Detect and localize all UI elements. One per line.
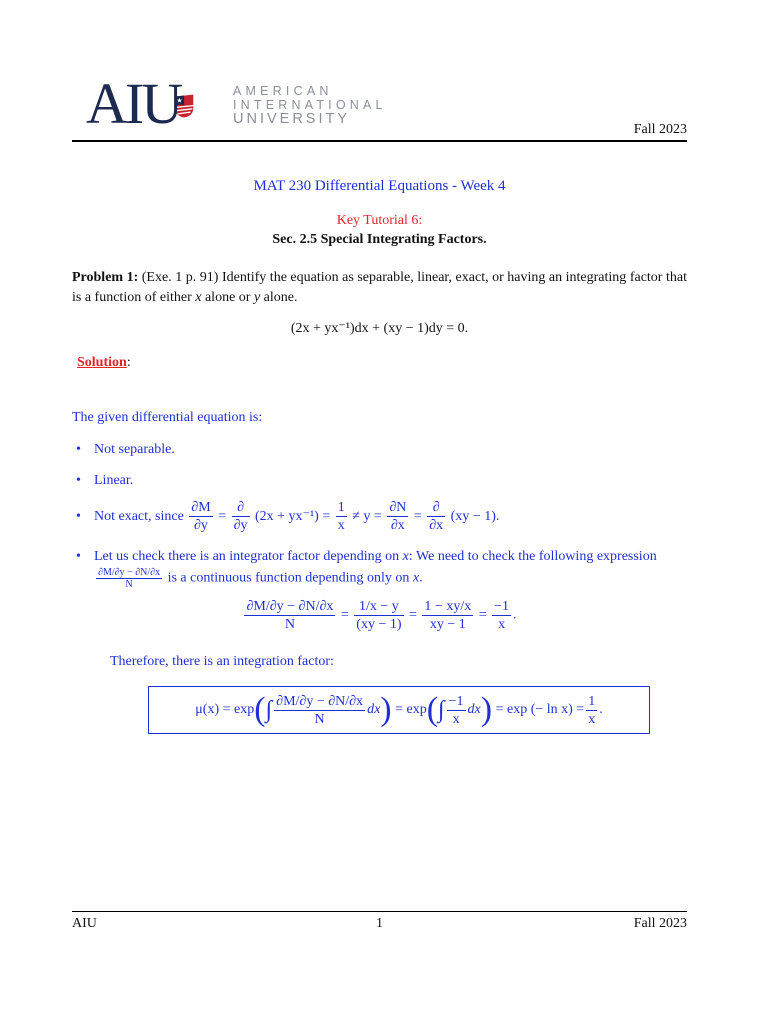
list-item: • Not exact, since $\frac{\partial M}{\partial y}$ = $\frac{\partial}{\partial y}$ (2x + yx⁻¹) = $\frac{1}{x}$ ≠ y = $\frac{\partial N}{\partial x}$ = $\frac{\partial}{\partial x}$ (xy − 1).	[76, 500, 500, 534]
footer-left: AIU	[72, 916, 97, 931]
solution-intro: The given differential equation is:	[72, 410, 263, 425]
list-item: • Linear.	[76, 473, 134, 488]
problem-statement: Problem 1: (Exe. 1 p. 91) Identify the equation as separable, linear, exact, or having an integrating factor that is a function of either x alone or y alone.	[72, 270, 687, 305]
problem-equation: (2x + yx⁻¹)dx + (xy − 1)dy = 0.	[290, 321, 469, 336]
header-rule	[72, 140, 687, 142]
university-logo-icon	[174, 82, 218, 132]
logo-wordmark: AMERICAN INTERNATIONAL UNIVERSITY	[233, 84, 387, 127]
list-item: • Let us check there is an integrator factor depending on x: We need to check the following expression $\frac{\partial M/\partial y - \partial N/\partial x}{N}$ is a continuous function depending only on x.	[76, 549, 657, 590]
list-item: • Not separable.	[76, 442, 175, 457]
solution-label: Solution:	[77, 355, 131, 370]
header-term: Fall 2023	[633, 122, 687, 137]
tutorial-label: Key Tutorial 6:	[336, 213, 423, 228]
course-title: MAT 230 Differential Equations - Week 4	[253, 178, 506, 194]
integrating-factor-box: μ(x) = exp ( ∫ $\frac{\partial M/\partial y - \partial N/\partial x}{N}$ dx ) = exp ( ∫ $\frac{-1}{x}$ dx ) = exp (− ln x) = $\frac{1}{x}$ .	[148, 686, 650, 734]
footer-right: Fall 2023	[633, 916, 687, 931]
footer-rule	[72, 911, 687, 912]
logo-letters: AIU	[86, 71, 181, 136]
therefore-text: Therefore, there is an integration factor:	[110, 654, 334, 669]
page-number: 1	[376, 916, 383, 931]
ratio-equation: $\frac{\partial M/\partial y - \partial N/\partial x}{N}$ = $\frac{1/x - y}{(xy - 1)}$ = $\frac{1 - xy/x}{xy - 1}$ = $\frac{-1}{x}$ .	[246, 599, 517, 632]
section-title: Sec. 2.5 Special Integrating Factors.	[272, 232, 487, 247]
